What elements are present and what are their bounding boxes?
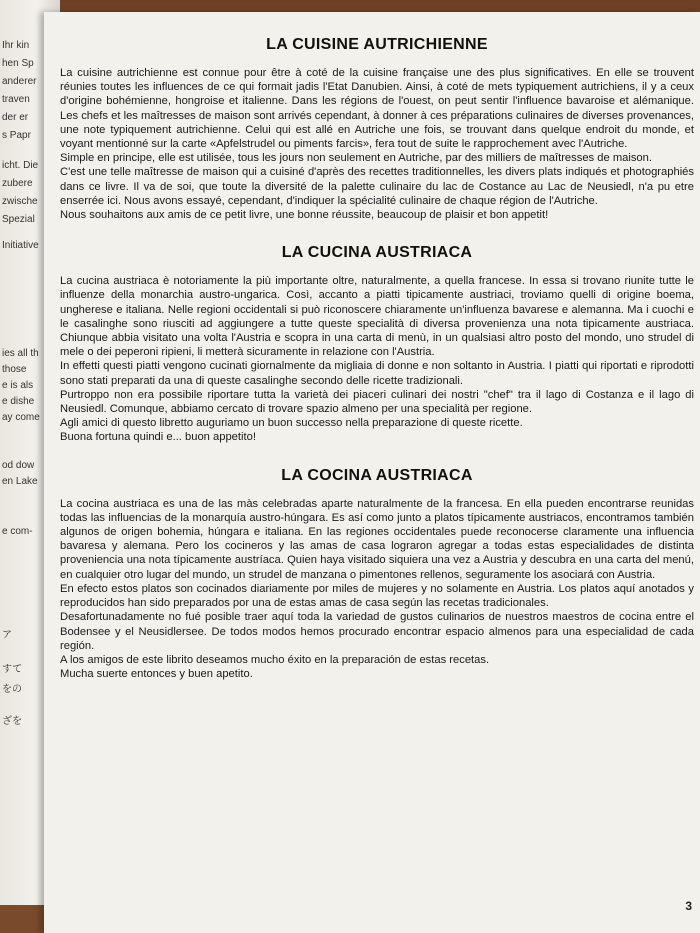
paragraph: La cocina austriaca es una de las màs celebradas aparte naturalmente de la francesa. En ella pueden encontrarse reunidas todas las influencias de la monarquía austro-húngara. Es así como junto a platos típicamente austriacos, encontramos también algunos de origen bohemia, húngara e italiana. En las regiones occidentales puede reconocerse claramente una influencia bavaresa y alemana. Pero los cocineros y las amas de casa lograron agregar a todas estas especialidades de distinta proveniencia una nota típicamente austríaca. Quien haya visitado siquiera una vez a Austria y descubra en una carta del menú, en cualquier otro lugar del mundo, un strudel de manzana o pimentones rellenos, seguramente los asociará con Austria. xyxy=(60,497,694,581)
paragraph: In effetti questi piatti vengono cucinati giornalmente da migliaia di donne e non soltanto in Austria. I piatti qui riportati e riprodotti sono stati preparati da una di queste casalinghe secondo delle ricette tradizionali. xyxy=(60,360,694,387)
facing-page-fragment: anderer xyxy=(2,76,37,87)
facing-page-fragment: Spezial xyxy=(2,214,35,225)
section-italian xyxy=(60,244,694,444)
facing-page-fragment: en Lake xyxy=(2,476,38,487)
facing-page-fragment: ay come xyxy=(2,412,40,423)
facing-page-fragment: ア xyxy=(2,630,12,641)
paragraph: La cucina austriaca è notoriamente la più importante oltre, naturalmente, a quella francese. In essa si trovano riunite tutte le influenze della monarchia austro-ungarica. Così, accanto a piatti tipicamente austriaci, troviamo quelli di origine boema, ungherese e italiana. Nelle regioni occidentali si può riconoscere chiaramente un'influenza bavarese e alemanna. Ma i cuochi e le casalinghe sono riusciti ad aggiungere a tutte queste specialità di diversa provenienza una nota tipicamente austriaca. Chiunque abbia visitato una volta l'Austria e scopra in una carta di menù, in un qualsiasi altro posto del mondo, uno strudel di mele o dei peperoni ripieni, li metterà sicuramente in relazione con l'Austria. xyxy=(60,275,694,359)
facing-page-fragment: traven xyxy=(2,94,30,105)
paragraph: Mucha suerte entonces y buen apetito. xyxy=(60,668,253,681)
facing-page-fragment: od dow xyxy=(2,460,35,471)
paragraph: Simple en principe, elle est utilisée, tous les jours non seulement en Autriche, par des milliers de maîtresses de maison. xyxy=(60,152,652,165)
facing-page-fragment: e com- xyxy=(2,526,33,537)
paragraph: A los amigos de este librito deseamos mucho éxito en la preparación de estas recetas. xyxy=(60,653,490,666)
facing-page-fragment: すて xyxy=(2,664,23,675)
facing-page-fragment: hen Sp xyxy=(2,58,34,69)
book-page xyxy=(44,12,700,933)
facing-page-fragment: zwische xyxy=(2,196,38,207)
page-content xyxy=(60,36,694,703)
page-number: 3 xyxy=(685,899,692,913)
paragraph: La cuisine autrichienne est connue pour être à coté de la cuisine française une des plus significatives. En elle se trouvent réunies toutes les influences de ce qui formait jadis l'Etat Danubien. Ainsi, à coté de mets typiquement autrichiens, il y a ceux d'origine bohémienne, hongroise et italienne. Dans les régions de l'ouest, on peut sentir l'influence bavaroise et alémanique. Les chefs et les maîtresses de maison sont arrivés cependant, à donner à ces préparations culinaires de diverses provenances, une note typiquement autrichienne. Celui qui est allé en Autriche une fois, se trouvant dans quelque endroit du monde, et voyant mentionné sur la carte «Apfelstrudel ou piments farcis», fera tout de suite le rapprochement avec l'Autriche. xyxy=(60,67,694,151)
paragraph: Nous souhaitons aux amis de ce petit livre, une bonne réussite, beaucoup de plaisir et bon appetit! xyxy=(60,209,549,222)
facing-page-fragment: Ihr kin xyxy=(2,40,30,51)
paragraph: Buona fortuna quindi e... buon appetito! xyxy=(60,431,256,444)
paragraph: Agli amici di questo libretto auguriamo un buon successo nella preparazione di queste ricette. xyxy=(60,417,523,430)
facing-page-fragment: e is als xyxy=(2,380,34,391)
section-title: LA CUCINA AUSTRIACA xyxy=(281,244,473,262)
section-title: LA COCINA AUSTRIACA xyxy=(281,466,473,484)
facing-page-fragment: those xyxy=(2,364,27,375)
paragraph: Purtroppo non era possibile riportare tutta la varietà dei piaceri culinari dei nostri "chef" tra il lago di Costanza e il lago di Neusiedl. Comunque, abbiamo cercato di trovare spazio almeno per una specialità per regione. xyxy=(60,388,694,416)
paragraph: Desafortunadamente no fué posible traer aquí toda la variedad de gustos culinarios de nuestros maestros de cocina entre el Bodensee y el Neusidlersee. De todos modos hemos procurado encontrar espacio almenos para una especialidad de cada región. xyxy=(60,611,694,652)
facing-page-fragment: ies all th xyxy=(2,348,39,359)
facing-page-fragment: icht. Die xyxy=(2,160,39,171)
section-spanish xyxy=(60,467,694,682)
section-title: LA CUISINE AUTRICHIENNE xyxy=(266,36,488,53)
facing-page-fragment: zubere xyxy=(2,178,33,189)
paragraph: C'est une telle maîtresse de maison qui a cuisiné d'après des recettes traditionnelles, les divers plats indiqués et photographiés dans ce livre. Il va de soi, que toute la diversité de la palette culinaire du lac de Costance au Lac de Neusiedl, n'a pu etre enserrée ici. Nous avons essayé, cependant, d'indiquer la spécialité culinaire de chaque région de l'Autriche. xyxy=(60,166,694,207)
facing-page-fragment: をの xyxy=(2,684,22,695)
facing-page-fragment: Initiative xyxy=(2,240,39,251)
facing-page-fragment: e dishe xyxy=(2,396,35,407)
facing-page-fragment: s Papr xyxy=(2,130,31,141)
facing-page-fragment: ざを xyxy=(2,716,22,727)
facing-page-fragment: der er xyxy=(2,112,29,123)
paragraph: En efecto estos platos son cocinados diariamente por miles de mujeres y no solamente en Austria. Los platos aquí anotados y reproducidos han sido preparados por una de estas amas de casa según las recetas tradicionales. xyxy=(60,582,694,610)
section-french xyxy=(60,36,694,222)
